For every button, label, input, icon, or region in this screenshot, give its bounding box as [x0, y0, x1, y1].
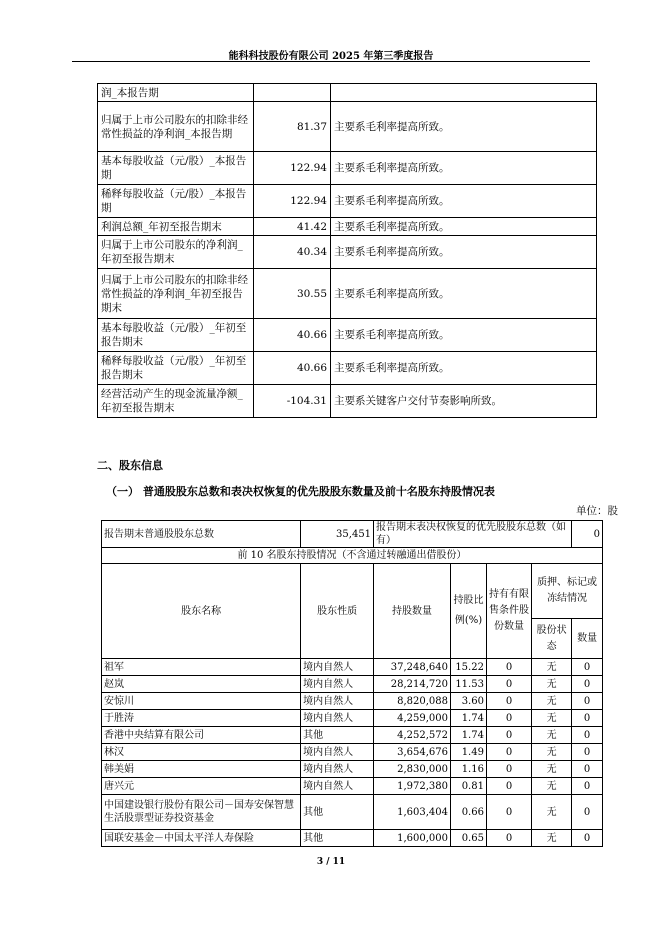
pledge-status: 无: [532, 693, 572, 710]
financial-change-reason: [331, 84, 597, 102]
shareholder-restricted: 0: [486, 710, 531, 727]
shareholder-shares: 1,600,000: [374, 830, 451, 847]
financial-item-label: 稀释每股收益（元/股）_年初至报告期末: [98, 352, 254, 385]
financial-row: [98, 218, 597, 236]
pledge-qty: 0: [572, 830, 603, 847]
shareholder-shares: 8,820,088: [374, 693, 451, 710]
shareholder-shares: 4,252,572: [374, 727, 451, 744]
financial-row: [98, 152, 597, 185]
pref-value: 0: [572, 521, 603, 548]
shareholder-name: 林汉: [102, 744, 301, 761]
shareholder-restricted: 0: [486, 693, 531, 710]
shareholder-row: [102, 693, 603, 710]
shareholder-row: [102, 761, 603, 778]
pledge-status: 无: [532, 659, 572, 676]
col-header-pledge: 质押、标记或冻结情况: [532, 564, 603, 619]
shareholder-restricted: 0: [486, 795, 531, 830]
financial-change-value: 41.42: [254, 218, 331, 236]
shareholder-restricted: 0: [486, 676, 531, 693]
pledge-qty: 0: [572, 778, 603, 795]
financial-item-label: 稀释每股收益（元/股）_本报告期: [98, 185, 254, 218]
financial-item-label: 基本每股收益（元/股）_本报告期: [98, 152, 254, 185]
financial-item-label: 归属于上市公司股东的扣除非经常性损益的净利润_年初至报告期末: [98, 269, 254, 319]
col-header-pledge-status: 股份状态: [532, 619, 572, 659]
shareholder-shares: 3,654,676: [374, 744, 451, 761]
financial-change-value: -104.31: [254, 385, 331, 418]
shareholder-row: [102, 727, 603, 744]
shareholder-shares: 37,248,640: [374, 659, 451, 676]
financial-change-value: 40.34: [254, 236, 331, 269]
shareholder-nature: 境内自然人: [301, 744, 374, 761]
financial-row: [98, 236, 597, 269]
pledge-qty: 0: [572, 727, 603, 744]
shareholder-name: 国联安基金－中国太平洋人寿保险: [102, 830, 301, 847]
pledge-status: 无: [532, 744, 572, 761]
shareholder-nature: 其他: [301, 727, 374, 744]
shareholder-name: 韩美娟: [102, 761, 301, 778]
shareholder-restricted: 0: [486, 761, 531, 778]
shareholder-restricted: 0: [486, 830, 531, 847]
shareholder-shares: 4,259,000: [374, 710, 451, 727]
financial-item-label: 归属于上市公司股东的扣除非经常性损益的净利润_本报告期: [98, 102, 254, 152]
shareholder-name: 香港中央结算有限公司: [102, 727, 301, 744]
financial-change-value: 122.94: [254, 152, 331, 185]
shareholder-shares: 1,603,404: [374, 795, 451, 830]
col-header-nature: 股东性质: [301, 564, 374, 659]
shareholder-row: [102, 795, 603, 830]
shareholder-name: 赵岚: [102, 676, 301, 693]
shareholder-shares: 2,830,000: [374, 761, 451, 778]
financial-row: [98, 269, 597, 319]
subsection-title: （一） 普通股股东总数和表决权恢复的优先股股东数量及前十名股东持股情况表: [106, 485, 495, 498]
financial-row: [98, 385, 597, 418]
financial-change-value: [254, 84, 331, 102]
shareholder-name: 于胜涛: [102, 710, 301, 727]
shareholder-restricted: 0: [486, 778, 531, 795]
pledge-status: 无: [532, 676, 572, 693]
shareholder-row: [102, 778, 603, 795]
financial-row: [98, 185, 597, 218]
unit-label: 单位：股: [576, 505, 618, 517]
shareholder-row: [102, 744, 603, 761]
shareholder-nature: 境内自然人: [301, 659, 374, 676]
shareholder-restricted: 0: [486, 744, 531, 761]
financial-item-label: 经营活动产生的现金流量净额_年初至报告期末: [98, 385, 254, 418]
shareholder-row: [102, 830, 603, 847]
financial-change-reason: 主要系毛利率提高所致。: [331, 236, 597, 269]
top10-title-row: [102, 548, 603, 564]
financial-change-reason: 主要系毛利率提高所致。: [331, 102, 597, 152]
financial-change-reason: 主要系关键客户交付节奏影响所致。: [331, 385, 597, 418]
shareholder-ratio: 0.65: [451, 830, 487, 847]
pledge-status: 无: [532, 761, 572, 778]
shareholder-table: [101, 520, 603, 847]
total-shareholders-row: [102, 521, 603, 548]
financial-change-table: [97, 83, 597, 418]
financial-item-label: 基本每股收益（元/股）_年初至报告期末: [98, 319, 254, 352]
shareholder-name: 祖军: [102, 659, 301, 676]
financial-change-value: 30.55: [254, 269, 331, 319]
shareholder-ratio: 1.74: [451, 710, 487, 727]
shareholder-nature: 其他: [301, 830, 374, 847]
shareholder-nature: 其他: [301, 795, 374, 830]
shareholder-ratio: 3.60: [451, 693, 487, 710]
shareholder-restricted: 0: [486, 727, 531, 744]
col-header-shares: 持股数量: [374, 564, 451, 659]
financial-change-reason: 主要系毛利率提高所致。: [331, 185, 597, 218]
header-row-1: [102, 564, 603, 619]
pledge-status: 无: [532, 778, 572, 795]
pledge-qty: 0: [572, 710, 603, 727]
financial-change-value: 81.37: [254, 102, 331, 152]
pledge-qty: 0: [572, 659, 603, 676]
pledge-qty: 0: [572, 693, 603, 710]
financial-item-label: 归属于上市公司股东的净利润_年初至报告期末: [98, 236, 254, 269]
shareholder-ratio: 11.53: [451, 676, 487, 693]
page-header: 能科科技股份有限公司 2025 年第三季度报告: [228, 51, 434, 62]
pledge-status: 无: [532, 727, 572, 744]
header-rule: [72, 61, 590, 62]
financial-change-reason: 主要系毛利率提高所致。: [331, 269, 597, 319]
shareholder-row: [102, 659, 603, 676]
col-header-pledge-qty: 数量: [572, 619, 603, 659]
financial-change-reason: 主要系毛利率提高所致。: [331, 319, 597, 352]
shareholder-shares: 28,214,720: [374, 676, 451, 693]
pledge-qty: 0: [572, 676, 603, 693]
shareholder-name: 中国建设银行股份有限公司－国寿安保智慧生活股票型证券投资基金: [102, 795, 301, 830]
financial-row: [98, 102, 597, 152]
total-label: 报告期末普通股股东总数: [102, 521, 301, 548]
shareholder-ratio: 15.22: [451, 659, 487, 676]
financial-change-reason: 主要系毛利率提高所致。: [331, 218, 597, 236]
shareholder-nature: 境内自然人: [301, 710, 374, 727]
shareholder-nature: 境内自然人: [301, 761, 374, 778]
pledge-qty: 0: [572, 744, 603, 761]
financial-item-label: 利润总额_年初至报告期末: [98, 218, 254, 236]
shareholder-nature: 境内自然人: [301, 676, 374, 693]
financial-item-label: 润_本报告期: [98, 84, 254, 102]
shareholder-ratio: 0.66: [451, 795, 487, 830]
financial-row: [98, 352, 597, 385]
col-header-restricted: 持有有限售条件股份数量: [486, 564, 531, 659]
shareholder-name: 唐兴元: [102, 778, 301, 795]
financial-change-value: 40.66: [254, 352, 331, 385]
financial-change-value: 122.94: [254, 185, 331, 218]
pledge-qty: 0: [572, 795, 603, 830]
financial-change-reason: 主要系毛利率提高所致。: [331, 152, 597, 185]
financial-change-value: 40.66: [254, 319, 331, 352]
financial-row: [98, 84, 597, 102]
col-header-name: 股东名称: [102, 564, 301, 659]
shareholder-row: [102, 710, 603, 727]
col-header-ratio: 持股比例(%): [451, 564, 487, 659]
shareholder-ratio: 1.49: [451, 744, 487, 761]
pledge-status: 无: [532, 795, 572, 830]
shareholder-ratio: 1.74: [451, 727, 487, 744]
financial-change-reason: 主要系毛利率提高所致。: [331, 352, 597, 385]
financial-row: [98, 319, 597, 352]
pledge-status: 无: [532, 830, 572, 847]
shareholder-name: 安惊川: [102, 693, 301, 710]
shareholder-nature: 境内自然人: [301, 778, 374, 795]
shareholder-shares: 1,972,380: [374, 778, 451, 795]
top10-title: 前 10 名股东持股情况（不含通过转融通出借股份）: [102, 548, 603, 564]
pledge-status: 无: [532, 710, 572, 727]
shareholder-restricted: 0: [486, 659, 531, 676]
shareholder-nature: 境内自然人: [301, 693, 374, 710]
pref-label: 报告期末表决权恢复的优先股股东总数（如有）: [374, 521, 572, 548]
shareholder-ratio: 1.16: [451, 761, 487, 778]
shareholder-row: [102, 676, 603, 693]
total-value: 35,451: [301, 521, 374, 548]
section-title: 二、股东信息: [97, 459, 163, 472]
page-number: 3 / 11: [316, 857, 346, 867]
pledge-qty: 0: [572, 761, 603, 778]
shareholder-ratio: 0.81: [451, 778, 487, 795]
